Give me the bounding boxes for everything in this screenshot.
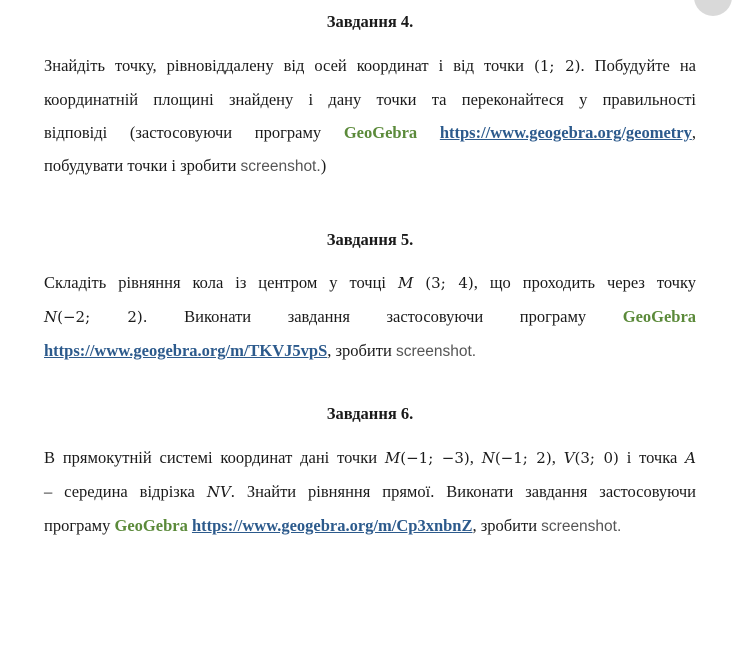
point-n-name: N [44,308,58,326]
task-6-text: В прямокутній системі координат дані точки [44,448,385,467]
geogebra-link[interactable]: https://www.geogebra.org/m/TKVJ5vpS [44,341,328,360]
task-4-text: Знайдіть точку, рівновіддалену від осей координат і від точки [44,56,535,75]
point-n [44,307,148,326]
point-m-coords: (3; 4) [425,274,474,292]
screenshot-word: screenshot. [395,343,477,360]
task-6-line-3 [44,509,696,543]
point-coords: (1; 2) [534,57,581,75]
task-4-line-4 [44,149,696,183]
point-m-name: M [384,449,401,467]
task-4-text: відповіді (застосовуючи програму [44,123,344,142]
corner-overlay-circle [694,0,732,16]
task-5-text: Складіть рівняння кола із центром у точці [44,273,398,292]
task-5-period: . [142,308,148,326]
task-4-body [44,49,696,183]
task-4-text: . Побудуйте на [580,56,696,75]
task-4-text: , [691,123,696,142]
task-6-text: і точка [618,448,686,467]
task-5-text: , що проходить через точку [473,273,696,292]
point-n-coords: (−2; 2) [57,308,143,326]
task-6-line-2 [44,475,696,509]
task-5-word: завдання [287,307,350,326]
task-6-text: програму [44,516,115,535]
task-6-text: – середина відрізка [44,482,207,501]
geogebra-label: GeoGebra [114,516,188,535]
task-6-line-1 [44,441,696,475]
separator: , [469,448,482,467]
geogebra-label: GeoGebra [622,307,697,326]
point-v-coords: (3; 0) [574,449,619,467]
task-5-body [44,266,696,368]
task-5-word: застосовуючи [386,307,484,326]
task-5-word: програму [519,307,587,326]
point-m-name: M [397,274,414,292]
task-6-body [44,441,696,543]
task-4-line-3 [44,116,696,149]
screenshot-word: screenshot. [240,158,321,175]
task-5-title: Завдання 5. [326,230,414,249]
task-6-text: , зробити [472,516,542,535]
task-5-line-2 [44,300,696,334]
task-5-line-1 [44,266,696,300]
point-n-name: N [481,449,495,467]
task-6-title: Завдання 6. [326,404,414,423]
geogebra-link[interactable]: https://www.geogebra.org/m/Cp3xnbnZ [191,516,473,535]
geogebra-label: GeoGebra [343,123,418,142]
task-5-text: , зробити [327,341,396,360]
task-5-word: Виконати [184,307,252,326]
task-4-title: Завдання 4. [326,12,414,31]
geogebra-link[interactable]: https://www.geogebra.org/geometry [439,123,692,142]
task-4-line-1 [44,49,696,83]
point-v-name: V [563,449,575,467]
task-4-text: побудувати точки і зробити [44,156,241,175]
separator: , [551,448,564,467]
task-4-line-2: координатній площині знайдену і дану точки та переконайтеся у правильності [44,90,696,109]
point-m-coords: (−1; −3) [400,449,470,467]
task-6-text: . Знайти рівняння прямої. Виконати завдання застосовуючи [230,482,696,501]
task-4-text: ) [320,156,327,175]
screenshot-word: screenshot. [541,518,622,535]
point-a-name: A [685,449,697,467]
segment-nv: NV [206,483,231,501]
point-n-coords: (−1; 2) [494,449,552,467]
task-5-line-3 [44,334,696,368]
